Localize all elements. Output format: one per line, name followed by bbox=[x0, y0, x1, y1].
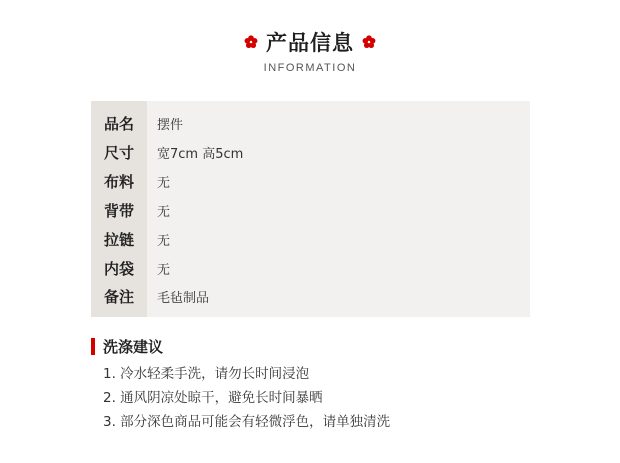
list-item: 1. 冷水轻柔手洗，请勿长时间浸泡 bbox=[103, 366, 310, 382]
page-title: 产品信息 bbox=[266, 31, 354, 55]
row-label: 内袋 bbox=[103, 260, 134, 278]
flower-icon bbox=[362, 35, 376, 49]
row-label: 拉链 bbox=[103, 231, 134, 249]
page-subtitle: INFORMATION bbox=[263, 62, 357, 74]
section-header bbox=[0, 28, 620, 74]
row-value: 无 bbox=[157, 263, 171, 278]
info-row-fabric bbox=[91, 167, 530, 196]
row-label: 备注 bbox=[103, 288, 134, 306]
row-value: 无 bbox=[157, 176, 171, 191]
care-list bbox=[91, 362, 390, 434]
row-value: 无 bbox=[157, 234, 171, 249]
row-value: 毛毡制品 bbox=[157, 291, 210, 306]
flower-icon bbox=[244, 35, 258, 49]
list-item: 3. 部分深色商品可能会有轻微浮色，请单独清洗 bbox=[103, 414, 391, 430]
list-item: 2. 通风阴凉处晾干，避免长时间暴晒 bbox=[103, 390, 323, 406]
info-row-strap bbox=[91, 196, 530, 225]
title-row bbox=[0, 28, 620, 56]
accent-bar bbox=[91, 338, 95, 355]
info-row-remarks bbox=[91, 282, 530, 311]
row-label: 布料 bbox=[103, 173, 134, 191]
row-label: 背带 bbox=[103, 202, 134, 220]
care-section bbox=[91, 336, 390, 434]
row-label: 尺寸 bbox=[103, 144, 134, 162]
product-info-table bbox=[91, 101, 530, 317]
info-row-inner-pocket bbox=[91, 254, 530, 283]
care-title: 洗涤建议 bbox=[103, 337, 164, 356]
row-value: 无 bbox=[157, 205, 171, 220]
info-row-name bbox=[91, 109, 530, 138]
row-label: 品名 bbox=[103, 115, 134, 133]
row-value: 摆件 bbox=[157, 118, 184, 133]
info-row-zipper bbox=[91, 225, 530, 254]
care-title-row bbox=[91, 336, 390, 356]
info-row-size bbox=[91, 138, 530, 167]
row-value: 宽7cm 高5cm bbox=[157, 147, 244, 162]
